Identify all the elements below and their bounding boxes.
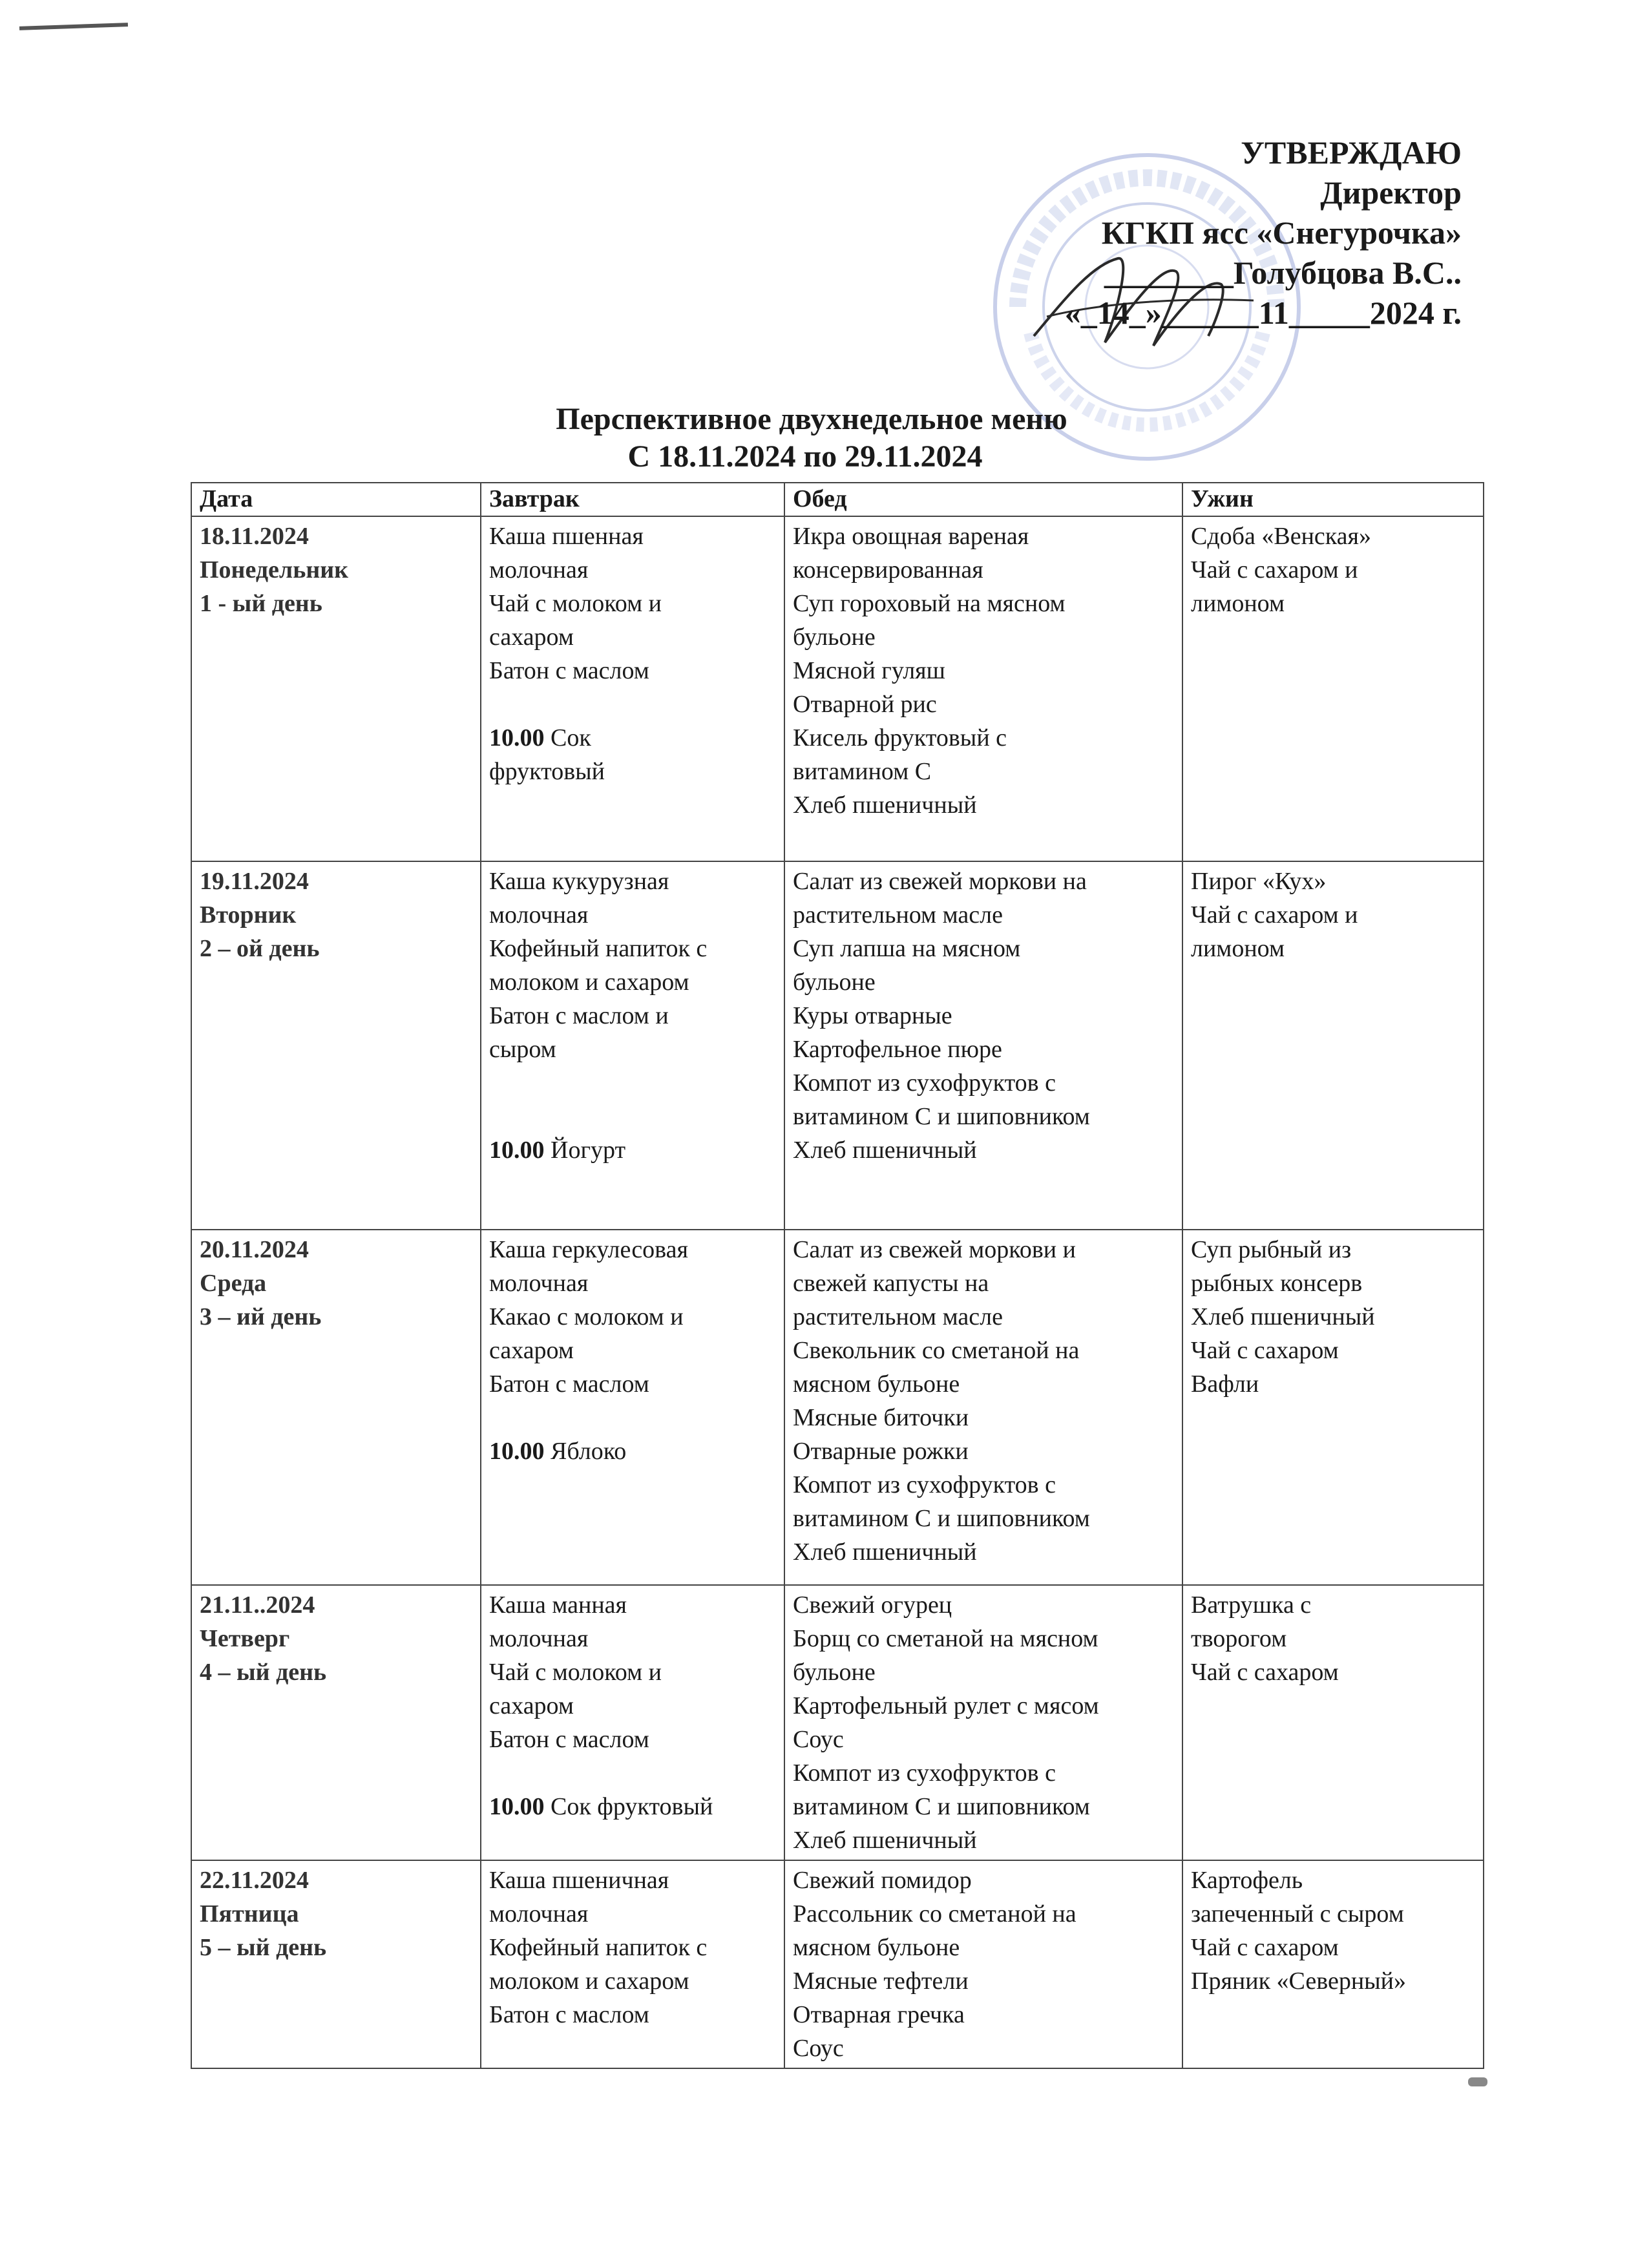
table-row <box>191 1585 1484 1860</box>
menu-item: Свежий огурец <box>793 1591 952 1619</box>
menu-item: Батон с маслом <box>489 2001 649 2028</box>
menu-item: Кофейный напиток с <box>489 935 708 962</box>
breakfast-cell <box>481 1230 784 1585</box>
date-cell <box>191 861 481 1230</box>
menu-item: сахаром <box>489 1692 574 1719</box>
day-number: 5 – ый день <box>200 1934 327 1961</box>
lunch-cell <box>784 1585 1182 1860</box>
lunch-cell <box>784 516 1182 861</box>
menu-item: Хлеб пшеничный <box>793 792 977 819</box>
menu-item: витамином С <box>793 758 932 785</box>
menu-item: консервированная <box>793 556 983 583</box>
header-dinner: Ужин <box>1182 483 1484 516</box>
table-row <box>191 516 1484 861</box>
menu-item: Мясные биточки <box>793 1404 969 1431</box>
snack <box>489 1790 777 1823</box>
menu-item: Картофельный рулет с мясом <box>793 1692 1099 1719</box>
menu-item: Каша пшенная <box>489 523 644 550</box>
menu-item: Мясной гуляш <box>793 657 945 684</box>
menu-item: Мясные тефтели <box>793 1968 969 1995</box>
title-main: Перспективное двухнедельное меню <box>556 402 1067 436</box>
menu-item: творогом <box>1191 1625 1287 1652</box>
dinner-cell <box>1182 861 1484 1230</box>
menu-item: Рассольник со сметаной на <box>793 1900 1077 1927</box>
lunch-cell <box>784 1230 1182 1585</box>
menu-item: Чай с сахаром <box>1191 1934 1339 1961</box>
menu-item: мясном бульоне <box>793 1370 960 1398</box>
menu-item: Хлеб пшеничный <box>1191 1303 1375 1330</box>
date-cell <box>191 516 481 861</box>
menu-item: Суп гороховый на мясном <box>793 590 1066 617</box>
menu-item: Картофель <box>1191 1867 1303 1894</box>
menu-item: Батон с маслом <box>489 1726 649 1753</box>
menu-item: Борщ со сметаной на мясном <box>793 1625 1098 1652</box>
menu-item: бульоне <box>793 969 876 996</box>
menu-item: Компот из сухофруктов с <box>793 1069 1056 1097</box>
menu-item: Хлеб пшеничный <box>793 1827 977 1854</box>
menu-item: Чай с сахаром и <box>1191 556 1358 583</box>
table-row <box>191 861 1484 1230</box>
approval-block <box>1065 132 1462 333</box>
weekday: Понедельник <box>200 556 349 583</box>
menu-item: Чай с сахаром <box>1191 1659 1339 1686</box>
menu-item: Ватрушка с <box>1191 1591 1312 1619</box>
date-cell <box>191 1230 481 1585</box>
day-number: 1 - ый день <box>200 590 322 617</box>
day-number: 4 – ый день <box>200 1659 327 1686</box>
approval-signatory: ________Голубцова В.С.. <box>1104 255 1462 291</box>
menu-item: сахаром <box>489 624 574 651</box>
menu-item: Суп лапша на мясном <box>793 935 1021 962</box>
menu-item: молочная <box>489 1625 589 1652</box>
date: 21.11..2024 <box>200 1591 315 1619</box>
snack-item: Сок <box>551 724 591 751</box>
menu-item: витамином С и шиповником <box>793 1505 1090 1532</box>
lunch-cell <box>784 861 1182 1230</box>
menu-item: Чай с молоком и <box>489 1659 662 1686</box>
date: 22.11.2024 <box>200 1867 309 1894</box>
menu-item: Хлеб пшеничный <box>793 1538 977 1566</box>
menu-item: Компот из сухофруктов с <box>793 1759 1056 1787</box>
table-row <box>191 1860 1484 2068</box>
menu-item: Свекольник со сметаной на <box>793 1337 1080 1364</box>
snack-time: 10.00 <box>489 1137 545 1164</box>
snack-item: Яблоко <box>551 1438 627 1465</box>
menu-item: Сдоба «Венская» <box>1191 523 1372 550</box>
menu-item: Картофельное пюре <box>793 1036 1002 1063</box>
menu-item: витамином С и шиповником <box>793 1793 1090 1820</box>
date: 19.11.2024 <box>200 868 309 895</box>
menu-item: лимоном <box>1191 935 1285 962</box>
menu-item: рыбных консерв <box>1191 1270 1363 1297</box>
menu-item: Чай с сахаром и <box>1191 901 1358 929</box>
menu-item: запеченный с сыром <box>1191 1900 1404 1927</box>
document-title <box>0 401 1649 476</box>
menu-item: Куры отварные <box>793 1002 952 1029</box>
menu-item: Каша пшеничная <box>489 1867 669 1894</box>
menu-item: Каша манная <box>489 1591 627 1619</box>
menu-item: лимоном <box>1191 590 1285 617</box>
snack <box>489 1133 777 1167</box>
approval-heading: УТВЕРЖДАЮ <box>1241 134 1462 171</box>
date-cell <box>191 1860 481 2068</box>
menu-item: витамином С и шиповником <box>793 1103 1090 1130</box>
menu-table <box>191 482 1484 2069</box>
menu-item: Компот из сухофруктов с <box>793 1471 1056 1498</box>
menu-item: Отварные рожки <box>793 1438 969 1465</box>
menu-item: Салат из свежей моркови и <box>793 1236 1076 1263</box>
snack-time: 10.00 <box>489 724 545 751</box>
approval-position: Директор <box>1320 174 1462 211</box>
menu-item: Кисель фруктовый с <box>793 724 1007 751</box>
menu-item: бульоне <box>793 1659 876 1686</box>
menu-item: молоком и сахаром <box>489 969 689 996</box>
menu-item: Какао с молоком и <box>489 1303 684 1330</box>
menu-item: молочная <box>489 556 589 583</box>
lunch-cell <box>784 1860 1182 2068</box>
menu-item: молочная <box>489 901 589 929</box>
menu-item: молочная <box>489 1270 589 1297</box>
scan-speck <box>1468 2077 1487 2086</box>
dinner-cell <box>1182 1860 1484 2068</box>
weekday: Вторник <box>200 901 297 929</box>
menu-item: Пряник «Северный» <box>1191 1968 1407 1995</box>
title-period: С 18.11.2024 по 29.11.2024 <box>627 439 983 474</box>
menu-item: Кофейный напиток с <box>489 1934 708 1961</box>
weekday: Среда <box>200 1270 267 1297</box>
menu-item: Свежий помидор <box>793 1867 972 1894</box>
date: 18.11.2024 <box>200 523 309 550</box>
menu-item: сыром <box>489 1036 556 1063</box>
menu-item: растительном масле <box>793 1303 1003 1330</box>
menu-item: Чай с сахаром <box>1191 1337 1339 1364</box>
menu-item: Салат из свежей моркови на <box>793 868 1087 895</box>
snack-time: 10.00 <box>489 1438 545 1465</box>
day-number: 3 – ий день <box>200 1303 322 1330</box>
snack-item: Сок фруктовый <box>551 1793 713 1820</box>
breakfast-cell <box>481 1860 784 2068</box>
menu-item: Хлеб пшеничный <box>793 1137 977 1164</box>
scan-artifact-line <box>19 23 128 30</box>
menu-item: растительном масле <box>793 901 1003 929</box>
menu-item: Чай с молоком и <box>489 590 662 617</box>
breakfast-cell <box>481 1585 784 1860</box>
menu-item: молочная <box>489 1900 589 1927</box>
menu-item: сахаром <box>489 1337 574 1364</box>
dinner-cell <box>1182 1230 1484 1585</box>
header-lunch: Обед <box>784 483 1182 516</box>
approval-date: «_14_»______11_____2024 г. <box>1064 295 1462 331</box>
menu-item: бульоне <box>793 624 876 651</box>
weekday: Пятница <box>200 1900 299 1927</box>
date-cell <box>191 1585 481 1860</box>
menu-item: Икра овощная вареная <box>793 523 1029 550</box>
weekday: Четверг <box>200 1625 290 1652</box>
menu-item: Батон с маслом <box>489 657 649 684</box>
table-row <box>191 1230 1484 1585</box>
breakfast-cell <box>481 861 784 1230</box>
snack-item: Йогурт <box>551 1137 626 1164</box>
menu-item: молоком и сахаром <box>489 1968 689 1995</box>
menu-item: Батон с маслом <box>489 1370 649 1398</box>
menu-item: свежей капусты на <box>793 1270 989 1297</box>
menu-item: Батон с маслом и <box>489 1002 669 1029</box>
day-number: 2 – ой день <box>200 935 320 962</box>
approval-organization: КГКП ясс «Снегурочка» <box>1101 215 1462 251</box>
menu-item: мясном бульоне <box>793 1934 960 1961</box>
menu-item: Каша геркулесовая <box>489 1236 688 1263</box>
menu-item: Пирог «Кух» <box>1191 868 1327 895</box>
dinner-cell <box>1182 516 1484 861</box>
header-breakfast: Завтрак <box>481 483 784 516</box>
menu-item: Соус <box>793 1726 844 1753</box>
menu-item: Отварная гречка <box>793 2001 965 2028</box>
snack <box>489 1434 777 1468</box>
menu-item: Суп рыбный из <box>1191 1236 1352 1263</box>
snack <box>489 721 777 788</box>
date: 20.11.2024 <box>200 1236 309 1263</box>
menu-item: Вафли <box>1191 1370 1259 1398</box>
dinner-cell <box>1182 1585 1484 1860</box>
menu-item: Соус <box>793 2035 844 2062</box>
breakfast-cell <box>481 516 784 861</box>
menu-item: Отварной рис <box>793 691 937 718</box>
snack-item-cont: фруктовый <box>489 758 605 785</box>
table-header-row <box>191 483 1484 516</box>
menu-item: Каша кукурузная <box>489 868 669 895</box>
header-date: Дата <box>191 483 481 516</box>
snack-time: 10.00 <box>489 1793 545 1820</box>
